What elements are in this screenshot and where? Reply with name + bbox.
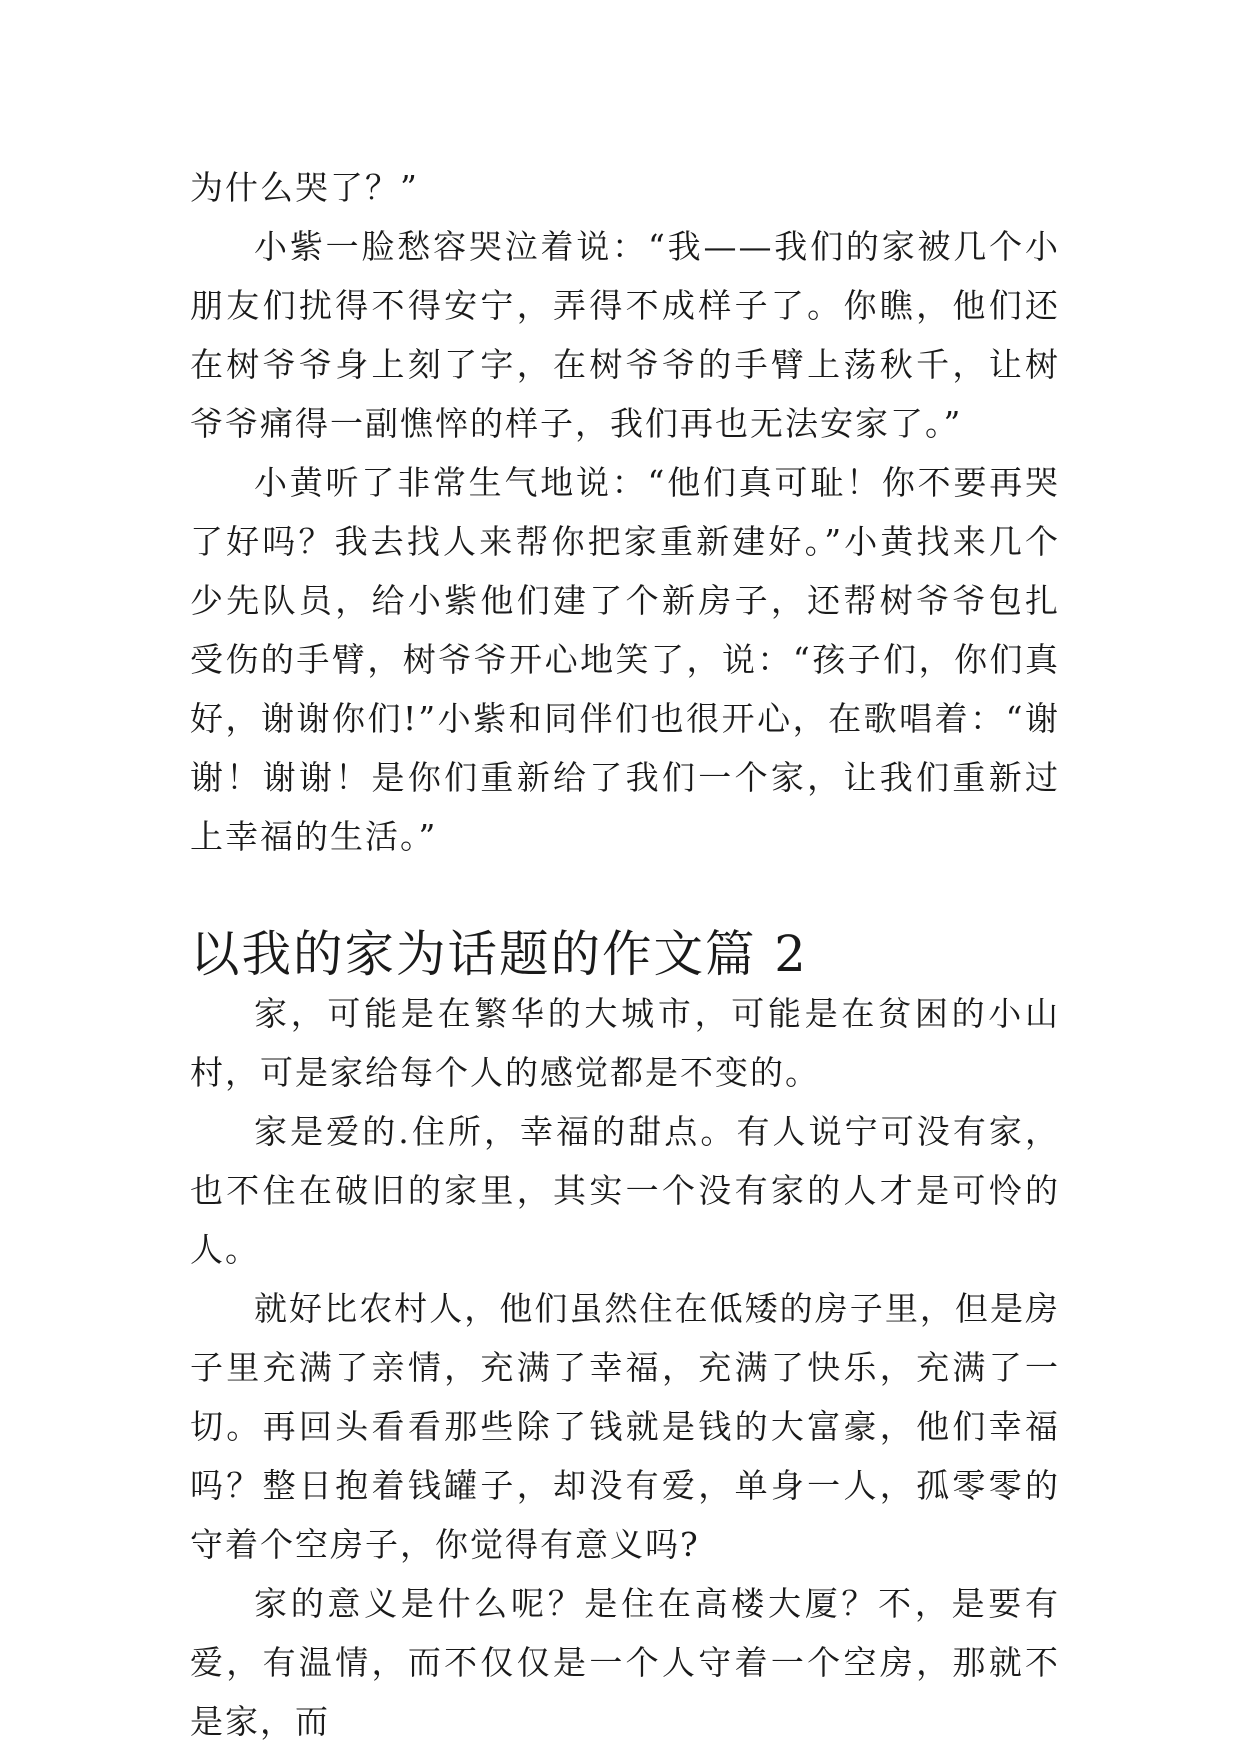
- paragraph-home-love: 家是爱的.住所，幸福的甜点。有人说宁可没有家，也不住在破旧的家里，其实一个没有家的人才是可怜的人。: [190, 1112, 1060, 1269]
- paragraph-xiaozi-cries: 小紫一脸愁容哭泣着说：“我——我们的家被几个小朋友们扰得不得安宁，弄得不成样子了。你瞧，他们还在树爷爷身上刻了字，在树爷爷的手臂上荡秋千，让树爷爷痛得一副憔悴的样子，我们再也无法安家了。”: [190, 227, 1060, 443]
- paragraph-continued: 为什么哭了？”: [190, 168, 419, 207]
- essay-heading: 以我的家为话题的作文篇 2: [190, 925, 808, 983]
- paragraph-meaning-of-home: 家的意义是什么呢？是住在高楼大厦？不，是要有爱，有温情，而不仅仅是一个人守着一个空房，那就不是家，而: [190, 1584, 1060, 1741]
- paragraph-xiaohuang-helps: 小黄听了非常生气地说：“他们真可耻！你不要再哭了好吗？我去找人来帮你把家重新建好。”小黄找来几个少先队员，给小紫他们建了个新房子，还帮树爷爷包扎受伤的手臂，树爷爷开心地笑了，说：“孩子们，你们真好，谢谢你们!”小紫和同伴们也很开心，在歌唱着：“谢谢！谢谢！是你们重新给了我们一个家，让我们重新过上幸福的生活。”: [190, 463, 1060, 856]
- paragraph-home-feeling: 家，可能是在繁华的大城市，可能是在贫困的小山村，可是家给每个人的感觉都是不变的。: [190, 994, 1060, 1092]
- paragraph-rural-people: 就好比农村人，他们虽然住在低矮的房子里，但是房子里充满了亲情，充满了幸福，充满了快乐，充满了一切。再回头看看那些除了钱就是钱的大富豪，他们幸福吗？整日抱着钱罐子，却没有爱，单身一人，孤零零的守着个空房子，你觉得有意义吗?: [190, 1289, 1060, 1564]
- document-body: [190, 158, 1060, 1751]
